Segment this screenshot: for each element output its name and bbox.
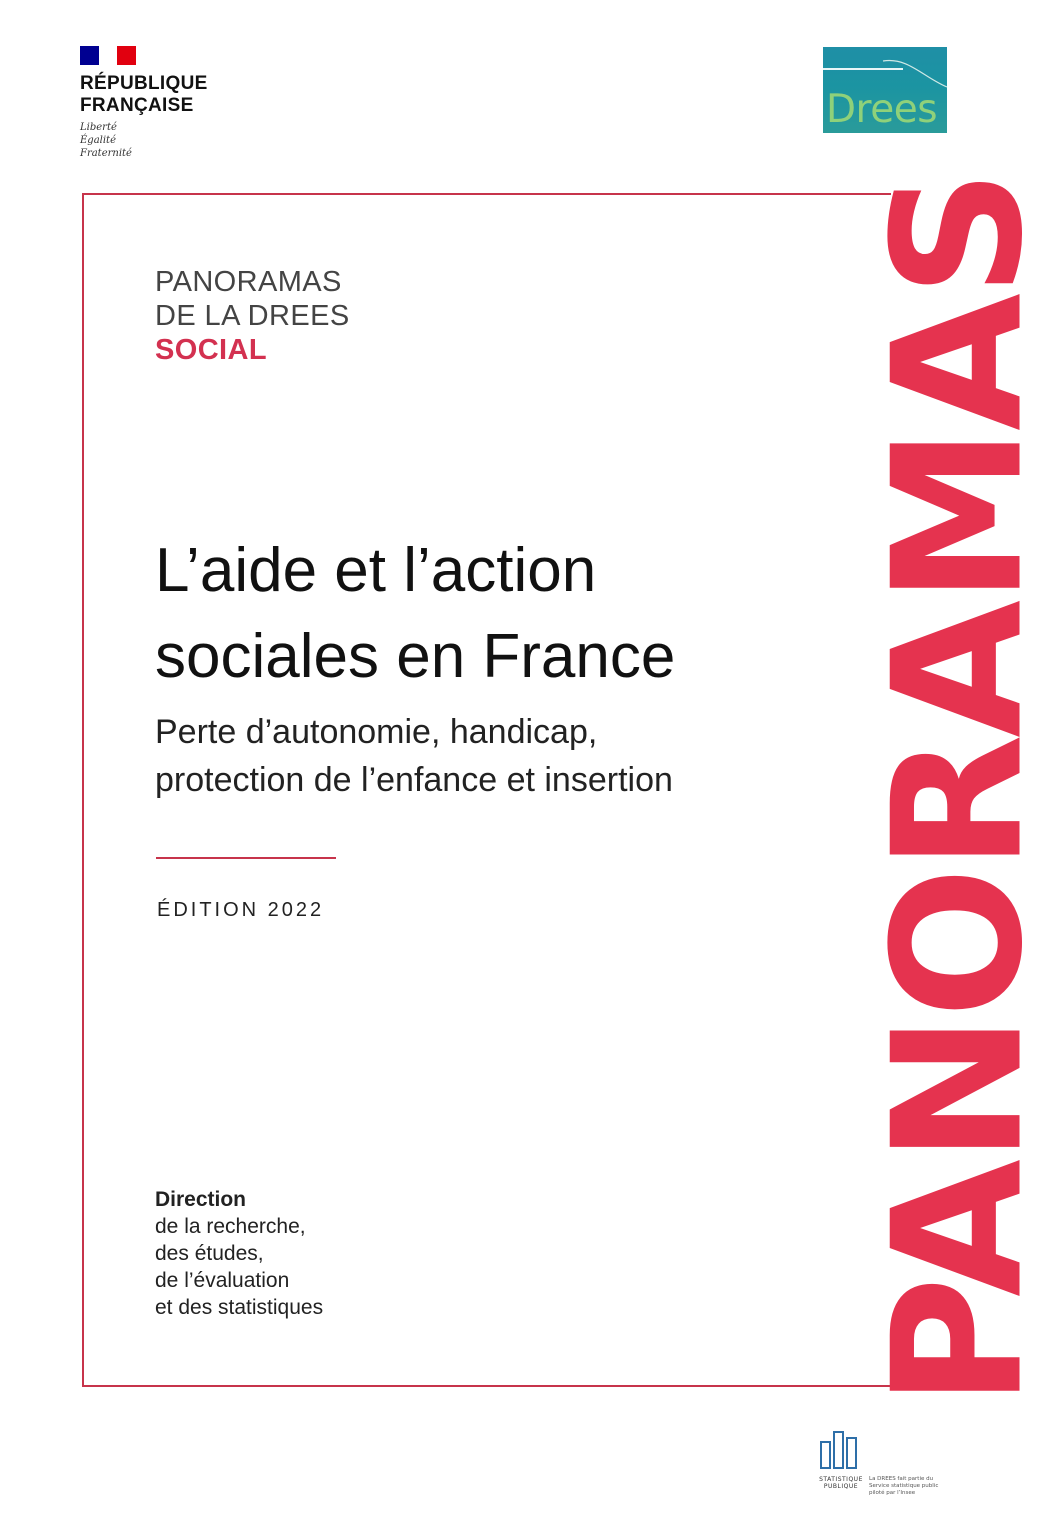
statistique-publique-label: [817, 1476, 865, 1490]
flag-white: [99, 46, 118, 65]
motto-fraternite: Fraternité: [80, 148, 132, 159]
direction-line3: des études,: [155, 1242, 264, 1265]
statistique-publique-bars-icon: [817, 1424, 865, 1474]
title-line2: sociales en France: [155, 622, 676, 691]
motto-egalite: Égalité: [80, 135, 116, 146]
republique-line2: FRANÇAISE: [80, 95, 194, 116]
panoramas-side-band: [854, 172, 1061, 1408]
publisher-direction: [155, 1186, 323, 1321]
panoramas-vertical-text: PANORAMAS: [854, 172, 1061, 1408]
document-subtitle: [155, 708, 855, 804]
sp-line2: PUBLIQUE: [823, 1483, 859, 1490]
edition-label: ÉDITION 2022: [157, 899, 325, 921]
republique-line1: RÉPUBLIQUE: [80, 73, 208, 94]
flag-red: [117, 46, 136, 65]
subtitle-line2: protection de l’enfance et insertion: [155, 761, 673, 799]
direction-line5: et des statistiques: [155, 1296, 324, 1319]
republique-title: [80, 73, 208, 117]
divider-rule: [156, 857, 336, 859]
series-line3: SOCIAL: [155, 334, 267, 366]
republique-motto: [80, 121, 208, 160]
direction-line4: de l’évaluation: [155, 1269, 290, 1292]
motto-liberte: Liberté: [80, 122, 117, 133]
flag-blue: [80, 46, 99, 65]
french-flag-icon: [80, 46, 136, 65]
title-line1: L’aide et l’action: [155, 536, 597, 605]
statistique-publique-note: La DREES fait partie du Service statistique public piloté par l’Insee: [869, 1476, 939, 1496]
direction-line2: de la recherche,: [155, 1215, 306, 1238]
sp-line1: STATISTIQUE: [819, 1476, 863, 1483]
document-title: [155, 528, 855, 700]
direction-line1: Direction: [155, 1188, 247, 1211]
statistique-publique-logo: [817, 1424, 957, 1512]
republique-francaise-logo: [80, 46, 208, 160]
drees-logo-text: Drees: [826, 87, 938, 132]
series-line1: PANORAMAS: [155, 266, 342, 298]
subtitle-line1: Perte d’autonomie, handicap,: [155, 713, 598, 751]
series-line2: DE LA DREES: [155, 300, 350, 332]
drees-logo: [823, 47, 947, 133]
series-label: [155, 265, 350, 367]
